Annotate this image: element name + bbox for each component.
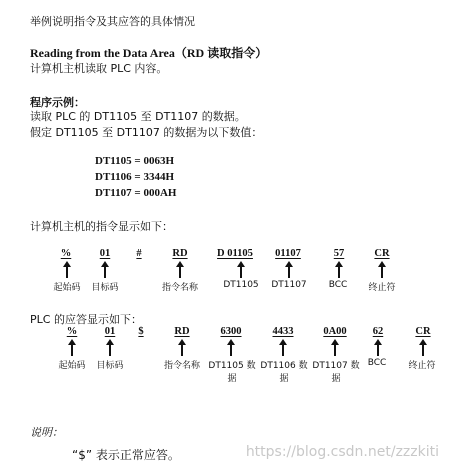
arrow-up-icon [240, 266, 242, 278]
arrow-up-icon [109, 344, 111, 356]
assignment-dt1106: DT1106 = 3344H [95, 171, 174, 183]
response-caption-dt1107-data: DT1107 数据 [312, 361, 360, 384]
command-caption-bcc: BCC [328, 280, 348, 290]
command-caption-start: 起始码 [53, 283, 81, 293]
command-heading: 计算机主机的指令显示如下： [30, 220, 173, 233]
section-title: Reading from the Data Area（RD 读取指令） [30, 46, 268, 60]
command-caption-terminator: 终止符 [368, 283, 396, 293]
arrow-up-icon [377, 344, 379, 356]
response-field-data-2: 4433 [272, 326, 294, 337]
response-field-rd: RD [174, 326, 190, 337]
arrow-up-icon [71, 344, 73, 356]
arrow-up-icon [230, 344, 232, 356]
response-field-cr: CR [415, 326, 431, 337]
arrow-up-icon [282, 344, 284, 356]
command-field-cr: CR [374, 248, 390, 259]
assignment-dt1105: DT1105 = 0063H [95, 155, 174, 167]
note-heading: 说明： [30, 426, 63, 439]
arrow-up-icon [288, 266, 290, 278]
command-field-rd: RD [172, 248, 188, 259]
response-caption-destination: 目标码 [96, 361, 124, 371]
command-caption-dt1105: DT1105 [223, 280, 259, 290]
example-heading: 程序示例： [30, 96, 85, 109]
example-line-2: 假定 DT1105 至 DT1107 的数据为以下数值： [30, 126, 263, 139]
command-field-hash: # [136, 248, 142, 259]
response-field-destination: 01 [104, 326, 116, 337]
section-description: 计算机主机读取 PLC 内容。 [30, 62, 168, 75]
arrow-up-icon [181, 344, 183, 356]
command-field-destination: 01 [99, 248, 111, 259]
arrow-up-icon [334, 344, 336, 356]
watermark-text: https://blog.csdn.net/zzzkiti [245, 444, 439, 460]
arrow-up-icon [104, 266, 106, 278]
response-caption-dt1106-data: DT1106 数据 [260, 361, 308, 384]
response-caption-command-name: 指令名称 [163, 361, 200, 371]
response-heading: PLC 的应答显示如下： [30, 313, 142, 326]
command-caption-destination: 目标码 [91, 283, 119, 293]
response-field-dollar: $ [138, 326, 144, 337]
arrow-up-icon [422, 344, 424, 356]
assignment-dt1107: DT1107 = 000AH [95, 187, 177, 199]
command-field-start: % [60, 248, 72, 259]
command-caption-dt1107: DT1107 [271, 280, 307, 290]
example-line-1: 读取 PLC 的 DT1105 至 DT1107 的数据。 [30, 110, 246, 123]
note-text: “$” 表示正常应答。 [72, 448, 180, 462]
response-field-data-3: 0A00 [323, 326, 347, 337]
response-caption-bcc: BCC [367, 358, 387, 368]
response-field-bcc: 62 [372, 326, 384, 337]
command-field-bcc: 57 [333, 248, 345, 259]
command-caption-command-name: 指令名称 [161, 283, 198, 293]
arrow-up-icon [179, 266, 181, 278]
response-diagram [0, 326, 453, 384]
command-field-start-address: D 01105 [217, 248, 253, 259]
intro-text: 举例说明指令及其应答的具体情况 [30, 15, 195, 28]
arrow-up-icon [338, 266, 340, 278]
arrow-up-icon [66, 266, 68, 278]
response-caption-dt1105-data: DT1105 数据 [208, 361, 256, 384]
command-diagram [0, 248, 453, 298]
response-field-start: % [66, 326, 78, 337]
command-field-end-address: 01107 [275, 248, 301, 259]
response-caption-start: 起始码 [58, 361, 86, 371]
arrow-up-icon [381, 266, 383, 278]
response-caption-terminator: 终止符 [408, 361, 436, 371]
response-field-data-1: 6300 [220, 326, 242, 337]
